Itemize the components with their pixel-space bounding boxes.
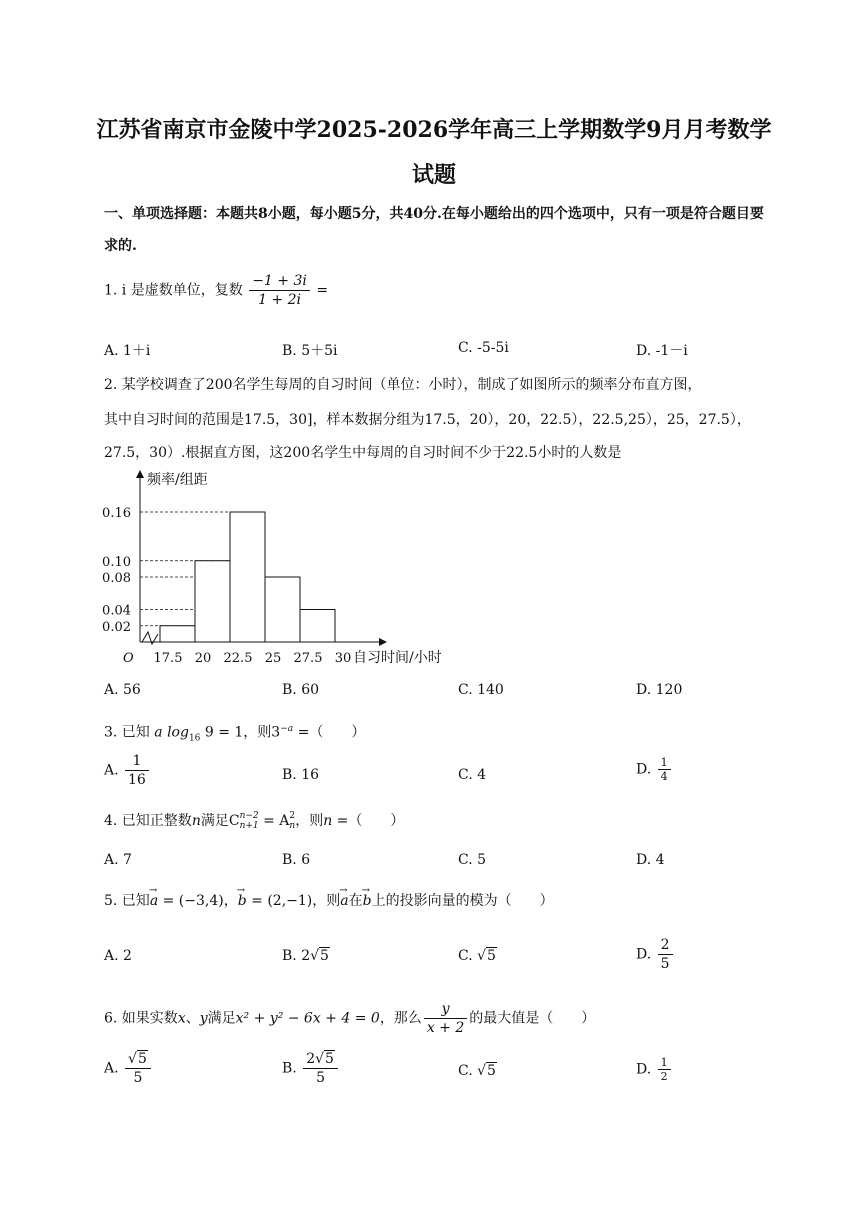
q4-then: ，则	[295, 813, 324, 829]
q3-log-base: 16	[188, 733, 201, 744]
histogram-bar	[160, 626, 195, 642]
q5-c-radicand: 5	[487, 948, 496, 964]
y-tick-label: 0.02	[102, 619, 131, 635]
y-tick-label: 0.08	[102, 571, 131, 586]
x-tick-label: 30	[334, 651, 352, 666]
q1-prefix: 1. i	[104, 282, 127, 299]
q4-option-d[interactable]: D. 4	[636, 852, 665, 868]
q6-option-a-label: A.	[104, 1060, 119, 1077]
q5-sep: ，	[223, 893, 238, 909]
sqrt-icon: √5	[310, 948, 329, 964]
q1-option-b[interactable]: B. 5＋5i	[282, 343, 338, 359]
q1-option-c[interactable]: C. -5-5i	[458, 340, 509, 356]
q3-option-b[interactable]: B. 16	[282, 767, 320, 783]
q5-option-d-label: D.	[636, 946, 652, 963]
q6-b-den: 5	[316, 1070, 326, 1086]
sqrt-icon: √5	[128, 1051, 147, 1067]
y-tick-label: 0.10	[102, 554, 131, 570]
section-heading: 一、单项选择题：本题共8小题，每小题5分，共40分.在每小题给出的四个选项中，只有一项是符合题目要求的.	[104, 206, 764, 254]
page-title-continued: 试题	[411, 162, 456, 188]
q6-a-den: 5	[133, 1070, 143, 1086]
q1-option-d[interactable]: D. -1－i	[636, 343, 688, 359]
q6-x: x	[177, 1010, 186, 1027]
question-2-line-3: 27.5，30）.根据直方图，这200名学生中每周的自习时间不少于22.5小时的人数是	[104, 445, 622, 461]
q3-d-num: 1	[658, 756, 671, 770]
q5-vector-a-ref: → a	[340, 886, 348, 916]
q6-option-a[interactable]	[104, 1050, 153, 1087]
q4-option-a[interactable]: A. 7	[104, 852, 132, 868]
q6-tail: 的最大值是（ ）	[469, 1010, 596, 1027]
q2-option-a[interactable]: A. 56	[104, 682, 141, 698]
q5-option-b[interactable]	[282, 948, 330, 964]
q1-fraction	[249, 272, 310, 309]
q6-option-d-fraction	[658, 1056, 671, 1083]
q6-option-b-label: B.	[282, 1060, 297, 1077]
q5-d-num: 2	[658, 936, 673, 955]
q6-option-d[interactable]	[636, 1056, 673, 1083]
q6-den: x + 2	[426, 1020, 465, 1036]
q3-prefix: 3. 已知	[104, 724, 150, 741]
q4-a-sub: n	[289, 821, 296, 831]
q6-option-b[interactable]	[282, 1050, 340, 1087]
question-3	[104, 714, 774, 753]
q6-option-c[interactable]	[458, 1063, 497, 1079]
x-axis-arrow-icon	[379, 638, 387, 646]
q1-equals: =	[316, 282, 329, 299]
q5-d-den: 5	[660, 956, 670, 972]
q4-c-sup: n−2	[239, 811, 259, 821]
y-axis-arrow-icon	[136, 470, 144, 478]
q4-a-sup: 2	[289, 811, 296, 821]
q3-power-base: 3	[271, 724, 281, 741]
q3-a-num: 1	[125, 752, 149, 771]
q6-mid: 满足	[207, 1010, 236, 1027]
q4-combination-symbol: C	[228, 813, 240, 829]
y-axis-title: 频率/组距	[147, 472, 208, 488]
q2-option-b[interactable]: B. 60	[282, 682, 320, 698]
histogram-bar	[195, 561, 230, 642]
q6-fraction	[424, 1000, 467, 1037]
q5-b-coef: 2	[301, 948, 311, 964]
q6-option-b-fraction	[303, 1050, 338, 1087]
x-tick-label: 27.5	[293, 651, 323, 666]
q4-c-sub: n+1	[239, 821, 259, 831]
question-2-line-2: 其中自习时间的范围是17.5，30]，样本数据分组为17.5，20），20，22.5），22.5,25），25，27.5），	[104, 412, 751, 428]
q1-option-a[interactable]: A. 1＋i	[104, 343, 151, 359]
q4-eq: =	[258, 813, 280, 829]
q6-y: y	[199, 1010, 208, 1027]
q5-vector-b: → b	[238, 886, 247, 916]
q3-mid: ，则	[243, 724, 272, 741]
q1-text: 是虚数单位，复数	[130, 282, 243, 299]
q5-vector-b-value: = (2,−1)	[246, 893, 313, 909]
q3-a-den: 16	[128, 772, 146, 788]
q3-option-a-label: A.	[104, 762, 119, 779]
q6-b-radicand: 5	[325, 1051, 334, 1067]
q6-sep: 、	[185, 1010, 200, 1027]
q3-option-a-fraction	[125, 752, 149, 789]
q4-option-b[interactable]: B. 6	[282, 852, 311, 868]
q6-d-num: 1	[658, 1056, 671, 1070]
q5-vector-a: → a	[150, 886, 158, 916]
q5-option-d-fraction	[658, 936, 673, 973]
x-tick-label: 17.5	[153, 651, 183, 666]
y-tick-label: 0.16	[102, 506, 131, 521]
q3-power-exp: −a	[280, 724, 294, 734]
origin-label: O	[123, 651, 134, 666]
q4-var: n	[191, 813, 201, 829]
q3-expr: a log	[154, 724, 189, 741]
q5-option-a[interactable]: A. 2	[104, 948, 132, 964]
question-5	[104, 886, 774, 916]
q6-d-den: 2	[660, 1070, 668, 1083]
q3-rest: 9 = 1	[200, 724, 244, 741]
q3-d-den: 4	[660, 770, 668, 783]
q5-option-c-label: C.	[458, 948, 473, 964]
q6-option-c-label: C.	[458, 1063, 473, 1079]
question-1	[104, 272, 774, 309]
q4-option-c[interactable]: C. 5	[458, 852, 487, 868]
q2-option-d[interactable]: D. 120	[636, 682, 683, 698]
q3-option-d-fraction	[658, 756, 671, 783]
q3-option-c[interactable]: C. 4	[458, 767, 487, 783]
q4-prefix: 4. 已知正整数	[104, 813, 192, 829]
q6-option-d-label: D.	[636, 1061, 652, 1078]
histogram-bar	[300, 610, 335, 643]
q5-prefix: 5. 已知	[104, 893, 150, 909]
q4-tail: =（ ）	[332, 813, 405, 829]
q6-option-a-fraction	[125, 1050, 151, 1087]
x-tick-label: 20	[194, 651, 212, 666]
q4-arrangement-symbol: A	[279, 813, 290, 829]
q1-numerator: −1 + 3i	[249, 272, 310, 291]
q4-var2: n	[323, 813, 333, 829]
sqrt-icon: √5	[477, 1063, 496, 1079]
histogram-chart	[95, 462, 475, 672]
q5-tail: 上的投影向量的模为（ ）	[371, 893, 554, 909]
histogram-bar	[265, 577, 300, 642]
sqrt-icon: √5	[477, 948, 496, 964]
q6-b-coef: 2	[306, 1051, 316, 1067]
q1-denominator: 1 + 2i	[258, 292, 301, 308]
q5-vector-b-ref: → b	[363, 886, 372, 916]
question-2-line-1: 2. 某学校调查了200名学生每周的自习时间（单位：小时），制成了如图所示的频率分布直方图，	[104, 377, 702, 393]
q4-mid: 满足	[200, 813, 229, 829]
q5-then: ，则	[312, 893, 341, 909]
q2-option-c[interactable]: C. 140	[458, 682, 504, 698]
x-tick-label: 25	[264, 651, 282, 666]
question-6	[104, 1000, 774, 1037]
question-4	[104, 806, 774, 836]
q3-option-a[interactable]	[104, 752, 151, 789]
q6-equation: x² + y² − 6x + 4 = 0	[235, 1010, 380, 1027]
q5-option-d[interactable]	[636, 936, 675, 973]
histogram-bar	[230, 512, 265, 642]
x-axis-title: 自习时间/小时	[353, 650, 442, 666]
x-tick-label: 22.5	[223, 651, 253, 666]
q6-num: y	[424, 1000, 467, 1019]
q3-option-d-label: D.	[636, 761, 652, 778]
q6-then: ，那么	[379, 1010, 422, 1027]
q3-option-d[interactable]	[636, 756, 673, 783]
q6-c-radicand: 5	[487, 1063, 496, 1079]
sqrt-icon: √5	[315, 1051, 334, 1067]
y-tick-label: 0.04	[102, 603, 131, 619]
q6-prefix: 6. 如果实数	[104, 1010, 178, 1027]
q5-option-c[interactable]	[458, 948, 497, 964]
q5-b-radicand: 5	[320, 948, 329, 964]
q6-a-radicand: 5	[137, 1051, 147, 1067]
q5-vector-a-value: = (−3,4)	[158, 893, 224, 909]
page-title: 江苏省南京市金陵中学2025-2026学年高三上学期数学9月月考数学	[96, 117, 772, 143]
q3-tail: =（ ）	[293, 724, 366, 741]
q5-option-b-label: B.	[282, 948, 297, 964]
q5-on: 在	[348, 893, 363, 909]
